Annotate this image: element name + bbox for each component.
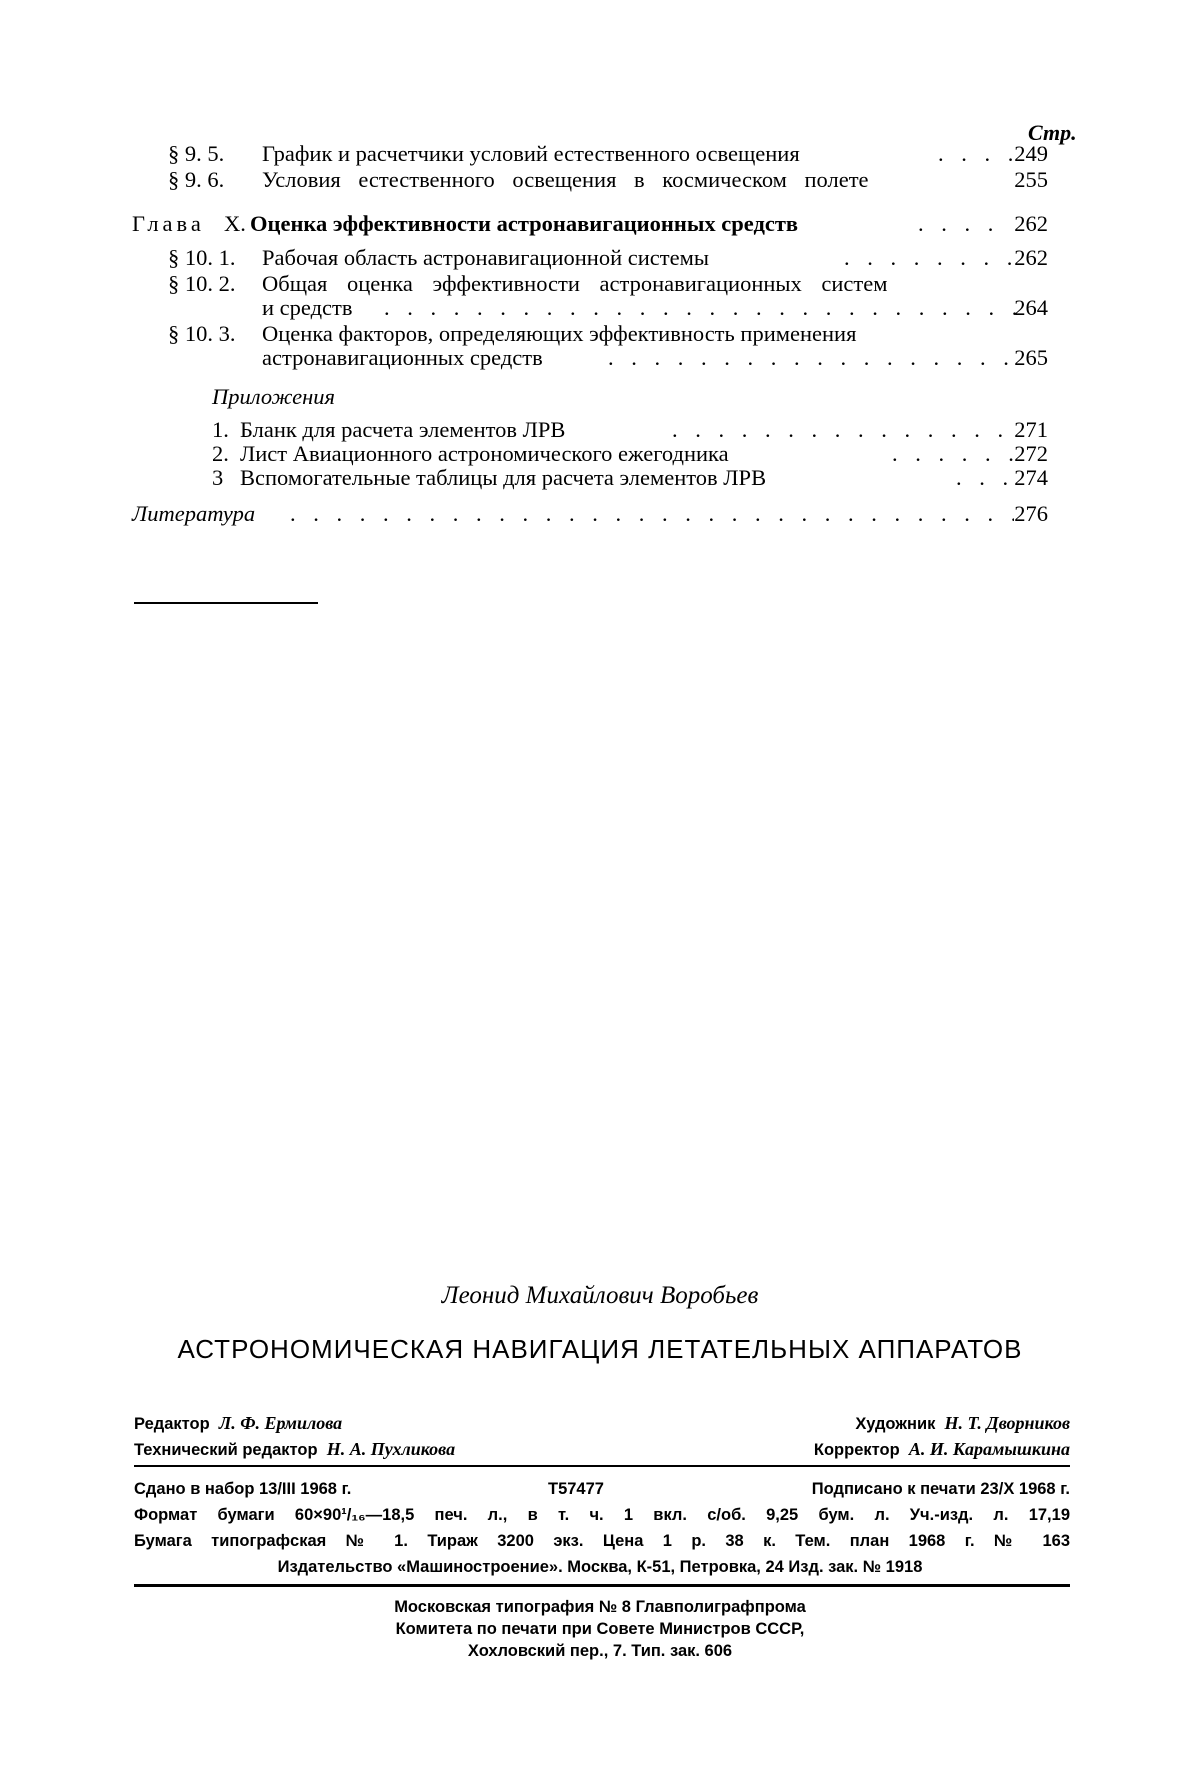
toc-entry-title: График и расчетчики условий естественного освещения	[262, 140, 800, 168]
leader-dots: . . . .	[918, 210, 1008, 238]
toc-entry-title: и средств	[262, 294, 352, 322]
toc-entry-title: Оценка эффективности астронавигационных средств	[250, 210, 798, 238]
toc-entry-title: Оценка факторов, определяющих эффективность применения	[262, 320, 856, 348]
appendix-heading: Приложения	[212, 384, 335, 410]
toc-entry-title: Общая оценка эффективности астронавигационных систем	[262, 270, 887, 298]
leader-dots: . . . . . . .	[844, 244, 1016, 272]
artist-name: Н. Т. Дворников	[945, 1413, 1070, 1433]
toc-entry-number: § 9. 5.	[168, 140, 224, 168]
leader-dots: . . . . .	[892, 440, 1016, 468]
literature-title: Литература	[132, 500, 255, 528]
book-title: АСТРОНОМИЧЕСКАЯ НАВИГАЦИЯ ЛЕТАТЕЛЬНЫХ АППАРАТОВ	[0, 1334, 1200, 1365]
imprint-rule-top	[134, 1465, 1070, 1467]
toc-entry-number: § 10. 1.	[168, 244, 236, 272]
toc-entry-continuation	[168, 294, 1048, 322]
appendix-page: 272	[1008, 440, 1048, 468]
literature-page: 276	[1008, 500, 1048, 528]
printer-line: Московская типография № 8 Главполиграфпрома	[0, 1596, 1200, 1618]
appendix-page: 271	[1008, 416, 1048, 444]
editor-name: Л. Ф. Ермилова	[219, 1413, 342, 1433]
leader-dots: . . . . . . . . . . . . . . .	[672, 416, 1016, 444]
chapter-prefix: Глава	[132, 210, 205, 238]
toc-entry-page: 262	[1008, 210, 1048, 238]
imprint-typeset-date: Сдано в набор 13/III 1968 г.	[134, 1478, 351, 1500]
appendix-number: 2.	[212, 440, 229, 468]
toc-entry-number: § 9. 6.	[168, 166, 224, 194]
literature-entry	[132, 500, 1048, 528]
appendix-page: 274	[1008, 464, 1048, 492]
toc-entry-page: 262	[1008, 244, 1048, 272]
toc-entry	[168, 244, 1048, 272]
imprint-paper: Бумага типографская № 1. Тираж 3200 экз. Цена 1 р. 38 к. Тем. план 1968 г. № 163	[134, 1530, 1070, 1552]
toc-entry	[168, 166, 1048, 194]
leader-dots: . . . . . . . . . . . . . . . . . .	[608, 344, 1016, 372]
toc-entry-page: 265	[1008, 344, 1048, 372]
editor-credit	[134, 1412, 342, 1435]
toc-entry-title: Условия естественного освещения в космическом полете	[262, 166, 869, 194]
artist-label: Художник	[855, 1415, 935, 1433]
tech-editor-label: Технический редактор	[134, 1441, 318, 1459]
toc-entry-page: 249	[1008, 140, 1048, 168]
appendix-number: 3	[212, 464, 223, 492]
imprint-signed-date: Подписано к печати 23/Х 1968 г.	[720, 1478, 1070, 1500]
toc-entry-page: 264	[1008, 294, 1048, 322]
corrector-label: Корректор	[814, 1441, 900, 1459]
corrector-name: А. И. Карамышкина	[909, 1439, 1070, 1459]
toc-entry-number: § 10. 3.	[168, 320, 236, 348]
tech-editor-name: Н. А. Пухликова	[327, 1439, 455, 1459]
artist-credit	[778, 1412, 1070, 1435]
chapter-number: X.	[224, 210, 246, 238]
toc-entry	[168, 140, 1048, 168]
printer-line: Комитета по печати при Совете Министров СССР,	[0, 1618, 1200, 1640]
imprint-rule-bottom	[134, 1584, 1070, 1587]
appendix-entry	[212, 464, 1048, 492]
author-name: Леонид Михайлович Воробьев	[0, 1282, 1200, 1310]
appendix-title: Лист Авиационного астрономического ежегодника	[240, 440, 729, 468]
appendix-title: Вспомогательные таблицы для расчета элементов ЛРВ	[240, 464, 766, 492]
toc-entry-number: § 10. 2.	[168, 270, 236, 298]
appendix-title: Бланк для расчета элементов ЛРВ	[240, 416, 565, 444]
editor-label: Редактор	[134, 1415, 210, 1433]
leader-dots: . . . . . . . . . . . . . . . . . . . . . . . . . . . . . . .	[290, 500, 1014, 528]
leader-dots: . . . . . . . . . . . . . . . . . . . . . . . . . . .	[384, 294, 1016, 322]
imprint-publisher: Издательство «Машиностроение». Москва, К-51, Петровка, 24 Изд. зак. № 1918	[0, 1556, 1200, 1578]
corrector-credit	[720, 1438, 1070, 1461]
tech-editor-credit	[134, 1438, 455, 1461]
section-divider	[134, 602, 318, 604]
toc-chapter	[132, 210, 1048, 238]
imprint-license: Т57477	[548, 1478, 604, 1500]
printer-line: Хохловский пер., 7. Тип. зак. 606	[0, 1640, 1200, 1662]
imprint-format: Формат бумаги 60×90¹/₁₆—18,5 печ. л., в т. ч. 1 вкл. с/об. 9,25 бум. л. Уч.-изд. л. 17,19	[134, 1504, 1070, 1526]
toc-entry-page: 255	[1008, 166, 1048, 194]
appendix-number: 1.	[212, 416, 229, 444]
toc-entry-title: Рабочая область астронавигационной системы	[262, 244, 709, 272]
toc-entry-continuation	[168, 344, 1048, 372]
page-column-header: Стр.	[1028, 120, 1077, 146]
toc-entry-title: астронавигационных средств	[262, 344, 543, 372]
leader-dots: . . .	[938, 140, 1016, 168]
leader-dots: . . .	[956, 464, 1016, 492]
